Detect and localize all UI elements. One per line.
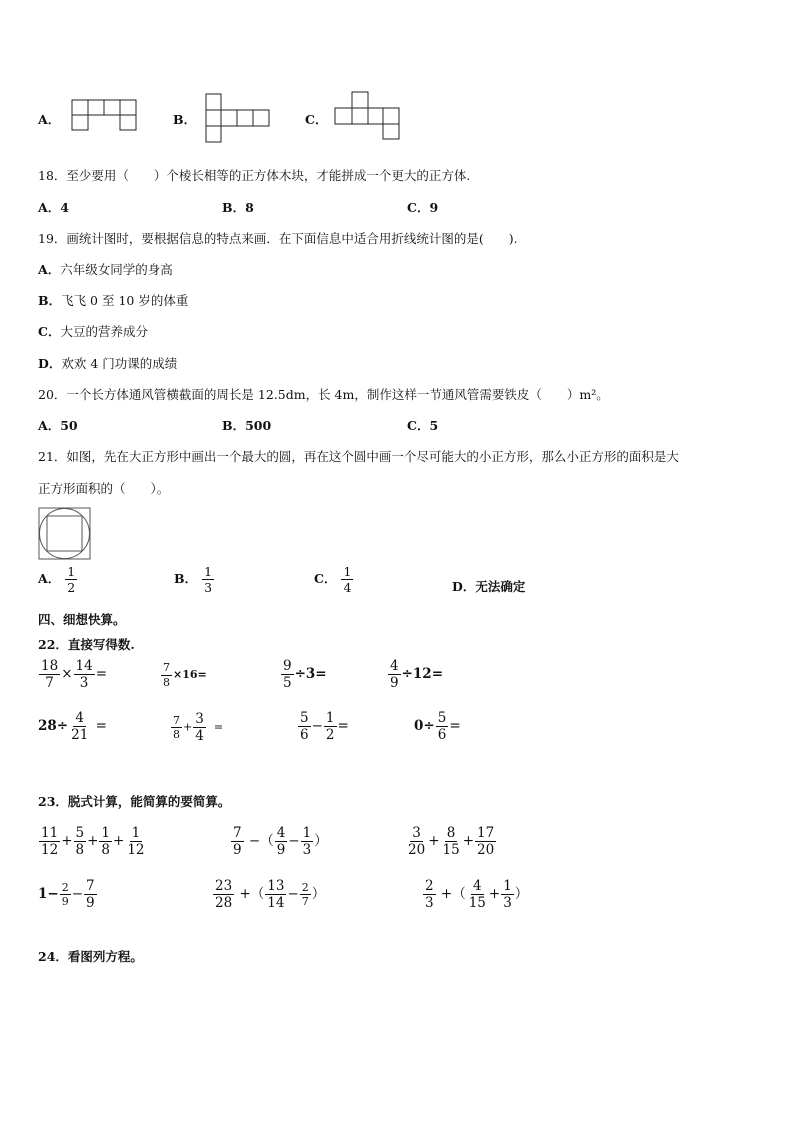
q24-stem: 24．看图列方程。 <box>38 949 143 964</box>
q23-expr-3: $\frac{3}{20}$ + $\frac{8}{15}$ + $\frac{17}{20}$ <box>408 825 495 859</box>
q20-option-c[interactable]: C．5 <box>407 418 439 433</box>
q19-option-d[interactable]: D．欢欢 4 门功课的成绩 <box>38 356 178 371</box>
q22-expr-6: $\frac{7}{8}$ + $\frac{3}{4}$ = <box>173 711 224 745</box>
q22-expr-1: $\frac{18}{7}$ × $\frac{14}{3}$ = <box>41 658 107 692</box>
q22-expr-7: $\frac{5}{6}$ − $\frac{1}{2}$ = <box>300 710 349 744</box>
q23-expr-4: 1− $\frac{2}{9}$ − $\frac{7}{9}$ <box>38 878 95 912</box>
q18-option-b[interactable]: B．8 <box>222 200 254 215</box>
q19-stem: 19．画统计图时，要根据信息的特点来画．在下面信息中适合用折线统计图的是( ). <box>38 231 518 246</box>
q21-option-a[interactable]: A． $\frac{1}{2}$ <box>38 564 76 596</box>
q19-option-b[interactable]: B．飞飞 0 至 10 岁的体重 <box>38 293 189 308</box>
q21-option-b[interactable]: B． $\frac{1}{3}$ <box>174 564 213 596</box>
section-title: 四、细想快算。 <box>38 612 126 627</box>
q23-expr-6: $\frac{2}{3}$ +（ $\frac{4}{15}$ + $\frac{1}{3}$ ） <box>425 878 529 912</box>
q17-option-b-label[interactable]: B． <box>173 112 197 127</box>
q17-option-c-label[interactable]: C． <box>305 112 328 127</box>
q18-stem: 18．至少要用（ ）个棱长相等的正方体木块，才能拼成一个更大的正方体. <box>38 168 471 183</box>
q17-option-a-label[interactable]: A． <box>38 112 61 127</box>
q22-expr-3: $\frac{9}{5}$ ÷3= <box>283 658 327 692</box>
q22-expr-4: $\frac{4}{9}$ ÷12= <box>390 658 444 692</box>
square-circle-square-figure-icon <box>38 507 92 561</box>
q18-option-a[interactable]: A．4 <box>38 200 69 215</box>
q22-expr-5: 28÷ $\frac{4}{21}$ = <box>38 710 107 744</box>
q19-option-a[interactable]: A．六年级女同学的身高 <box>38 262 173 277</box>
q23-stem: 23．脱式计算，能简算的要简算。 <box>38 794 231 809</box>
q22-expr-2: $\frac{7}{8}$ ×16= <box>163 661 207 689</box>
q21-stem-line1: 21．如图，先在大正方形中画出一个最大的圆，再在这个圆中画一个尽可能大的小正方形，那么小正方形的面积是大 <box>38 449 679 464</box>
q21-option-d[interactable]: D．无法确定 <box>452 579 526 594</box>
q21-option-c[interactable]: C． $\frac{1}{4}$ <box>314 564 352 596</box>
cube-net-a-icon <box>72 100 138 132</box>
q21-stem-line2: 正方形面积的（ ）。 <box>38 481 170 496</box>
q20-option-b[interactable]: B．500 <box>222 418 272 433</box>
q18-option-c[interactable]: C．9 <box>407 200 439 215</box>
q23-expr-1: $\frac{11}{12}$ + $\frac{5}{8}$ + $\frac{1}{8}$ + $\frac{1}{12}$ <box>41 825 145 859</box>
q20-option-a[interactable]: A．50 <box>38 418 78 433</box>
q22-stem: 22．直接写得数. <box>38 637 135 652</box>
cube-net-c-icon <box>335 92 405 142</box>
q23-expr-2: $\frac{7}{9}$ −（ $\frac{4}{9}$ − $\frac{1}{3}$ ） <box>233 825 328 859</box>
q19-option-c[interactable]: C．大豆的营养成分 <box>38 324 148 339</box>
q23-expr-5: $\frac{23}{28}$ +（ $\frac{13}{14}$ − $\frac{2}{7}$ ） <box>215 878 326 912</box>
cube-net-b-icon <box>206 94 272 144</box>
q22-expr-8: 0÷ $\frac{5}{6}$ = <box>414 710 461 744</box>
q20-stem: 20．一个长方体通风管横截面的周长是 12.5dm，长 4m，制作这样一节通风管需要铁皮（ ）m²。 <box>38 387 609 402</box>
